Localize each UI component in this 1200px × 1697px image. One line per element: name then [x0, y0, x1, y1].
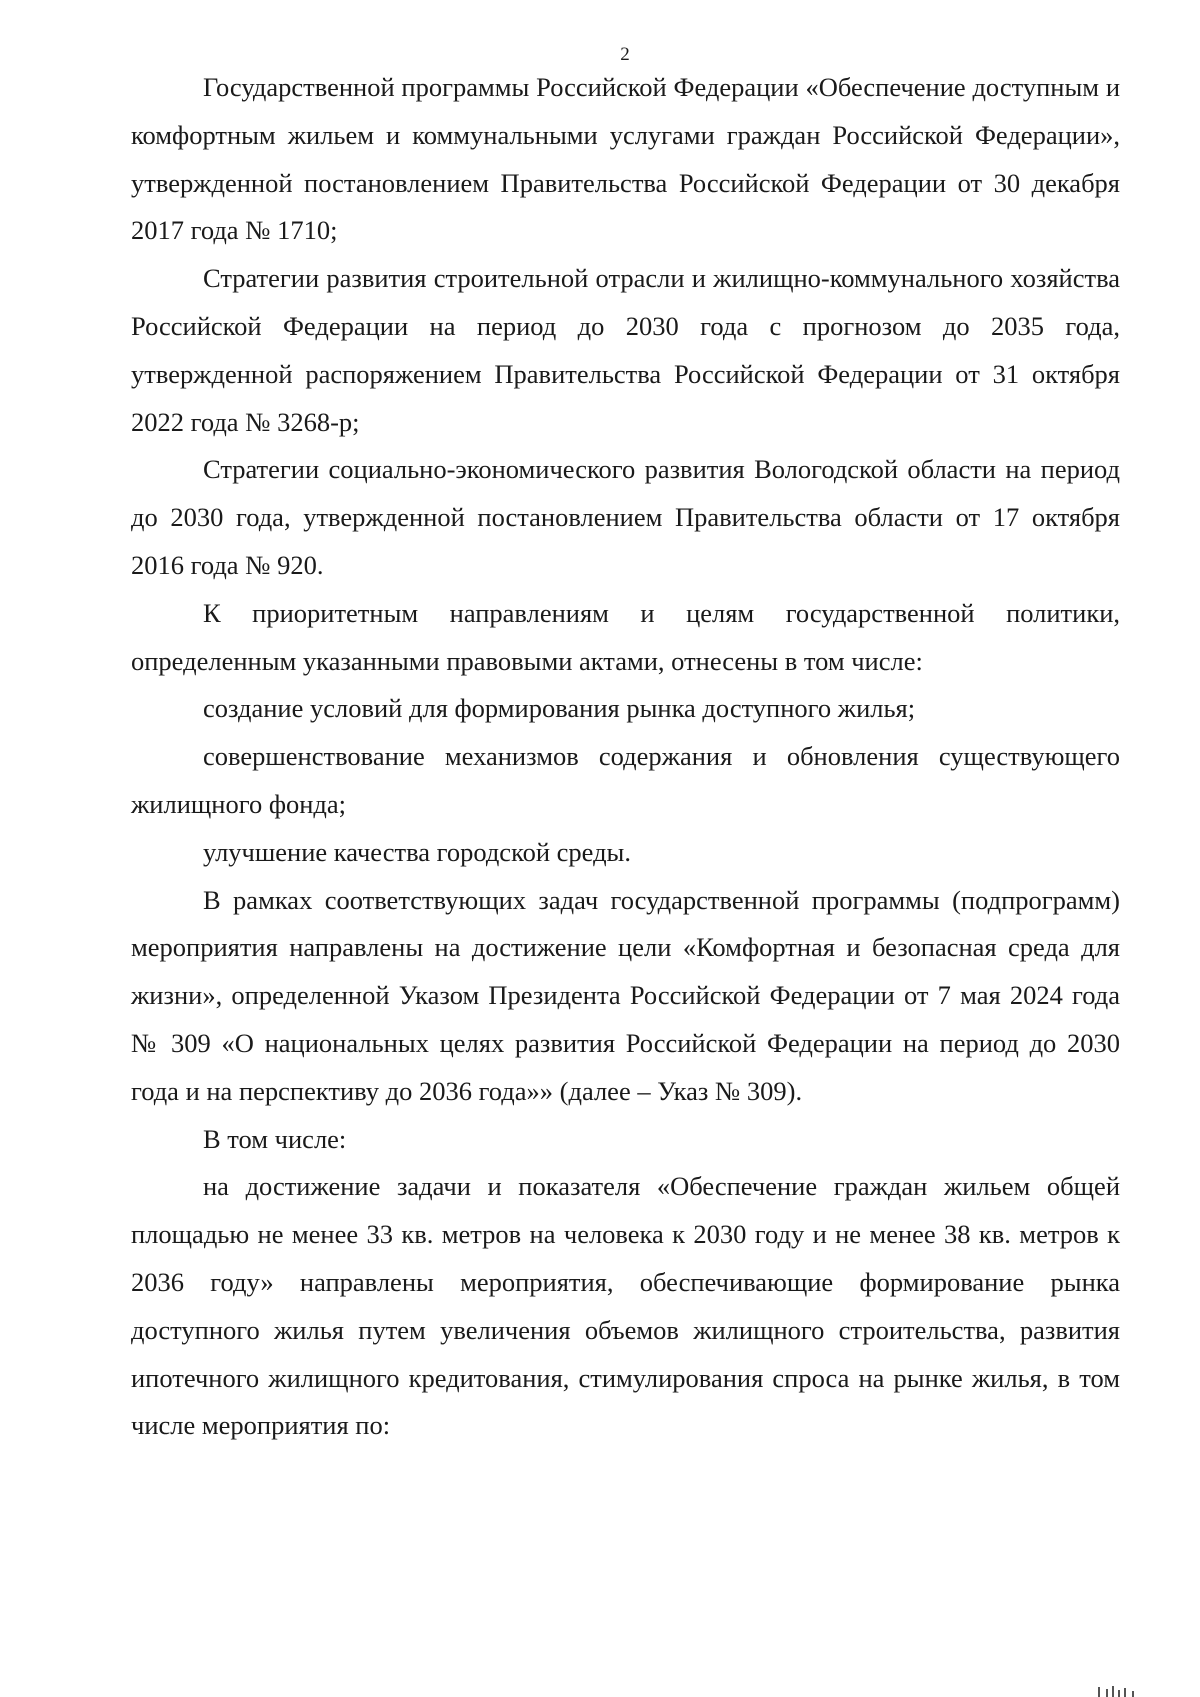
paragraph-regional-strategy: Стратегии социально-экономического развития Вологодской области на период до 2030 года, утвержденной постановлением Правительства области от 17 октября 2016 года № 920.	[131, 454, 1120, 580]
paragraph-construction-strategy: Стратегии развития строительной отрасли и жилищно-коммунального хозяйства Российской Федерации на период до 2030 года с прогнозом до 2035 года, утвержденной распоряжением Правительства Российской Федерации от 31 октября 2022 года № 3268-р;	[131, 263, 1120, 437]
paragraph-priority-directions: К приоритетным направлениям и целям государственной политики, определенным указанными правовыми актами, отнесены в том числе:	[131, 597, 1120, 676]
paragraph-national-goals: В рамках соответствующих задач государственной программы (подпрограмм) мероприятия направлены на достижение цели «Комфортная и безопасная среда для жизни», определенной Указом Президента Российской Федерации от 7 мая 2024 года № 309 «О национальных целях развития Российской Федерации на период до 2030 года и на перспективу до 2036 года»» (далее – Указ № 309).	[131, 884, 1120, 1106]
list-item-housing-stock: совершенствование механизмов содержания и обновления существующего жилищного фонда;	[131, 741, 1120, 819]
page-number: 2	[620, 44, 630, 65]
list-item-urban-environment: улучшение качества городской среды.	[203, 836, 631, 867]
paragraph-housing-indicator: на достижение задачи и показателя «Обеспечение граждан жильем общей площадью не менее 33 кв. метров на человека к 2030 году и не менее 38 кв. метров к 2036 году» направлены мероприятия, обеспечивающие формирование рынка доступного жилья путем увеличения объемов жилищного строительства, развития ипотечного жилищного кредитования, стимулирования спроса на рынке жилья, в том числе мероприятия по:	[131, 1171, 1120, 1441]
paragraph-including: В том числе:	[203, 1123, 347, 1154]
document-body	[131, 64, 1120, 1450]
paragraph-state-program-reference: Государственной программы Российской Федерации «Обеспечение доступным и комфортным жильем и коммунальными услугами граждан Российской Федерации», утвержденной постановлением Правительства Российской Федерации от 30 декабря 2017 года № 1710;	[131, 72, 1120, 246]
scan-artifact-marks	[1020, 1685, 1170, 1697]
list-item-affordable-housing: создание условий для формирования рынка доступного жилья;	[203, 693, 916, 724]
